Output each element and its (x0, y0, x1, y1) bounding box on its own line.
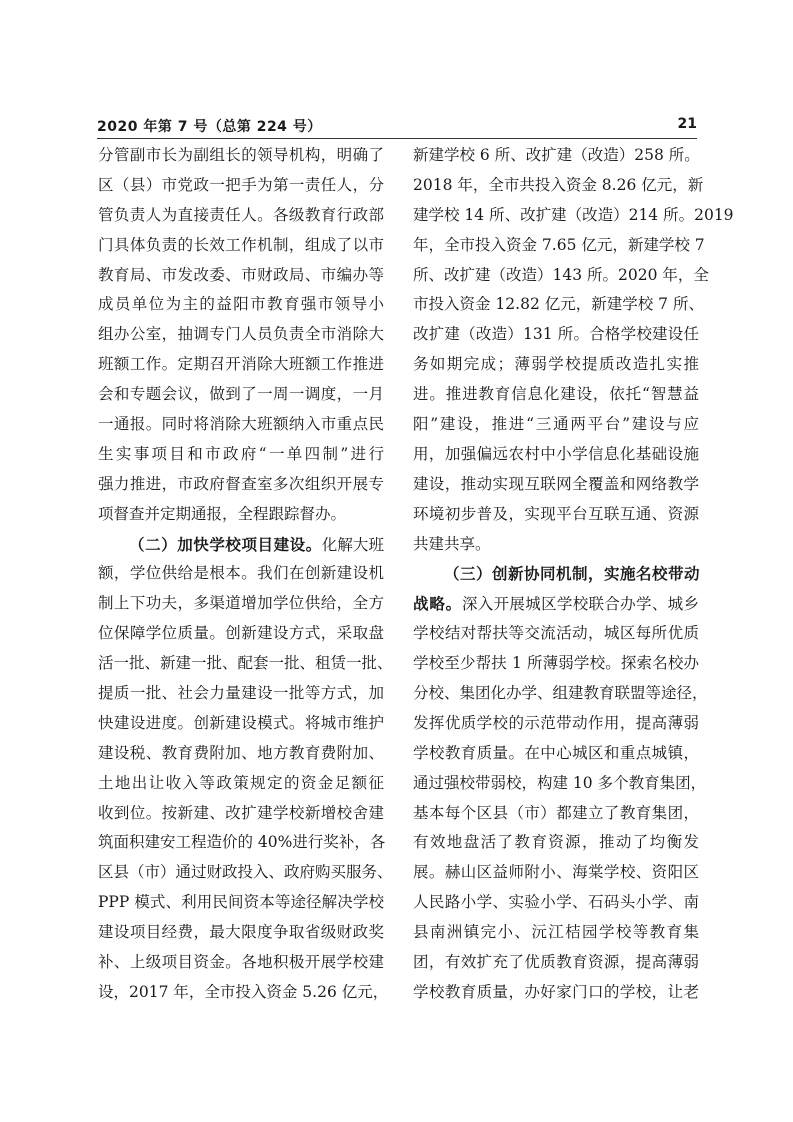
text-line: 项督查并定期通报，全程跟踪督办。 (98, 504, 347, 523)
text-line: 有效地盘活了教育资源，推动了均衡发 (413, 833, 699, 852)
text-line: 分校、集团化办学、组建教育联盟等途径， (413, 684, 708, 703)
text-line: 学校教育质量，办好家门口的学校，让老 (413, 982, 699, 1001)
text-line: 区县（市）通过财政投入、政府购买服务、 (98, 863, 393, 882)
text-line: 班额工作。定期召开消除大班额工作推进 (98, 355, 384, 374)
text-line: 收到位。按新建、改扩建学校新增校舍建 (98, 803, 384, 822)
text-line: 学校至少帮扶 1 所薄弱学校。探索名校办 (413, 654, 699, 673)
text-line: 快建设进度。创新建设模式。将城市维护 (98, 713, 384, 732)
text-line: 会和专题会议，做到了一周一调度，一月 (98, 385, 384, 404)
text-line: 门具体负责的长效工作机制，组成了以市 (98, 235, 384, 254)
text-line: 人民路小学、实验小学、石码头小学、南 (413, 893, 699, 912)
text-line: 县南洲镇完小、沅江桔园学校等教育集 (413, 923, 699, 942)
text-line: 活一批、新建一批、配套一批、租赁一批、 (98, 654, 393, 673)
text-line: 制上下功夫，多渠道增加学位供给，全方 (98, 594, 384, 613)
header-divider (97, 138, 697, 139)
text-line: 发挥优质学校的示范带动作用，提高薄弱 (413, 713, 699, 732)
text-line: 务如期完成；薄弱学校提质改造扎实推 (413, 355, 699, 374)
text-line: 建学校 14 所、改扩建（改造）214 所。2019 (413, 205, 734, 224)
section-2-heading: （二）加快学校项目建设。 (129, 534, 322, 554)
left-column (98, 141, 393, 1008)
text-line: 补、上级项目资金。各地积极开展学校建 (98, 953, 384, 972)
text-line: 市投入资金 12.82 亿元，新建学校 7 所、 (413, 295, 704, 314)
section-3-second-line (413, 589, 699, 619)
text-line: 学校结对帮扶等交流活动，城区每所优质 (413, 624, 699, 643)
text-line: 建设，推动实现互联网全覆盖和网络教学 (413, 474, 699, 493)
page-number: 21 (677, 116, 697, 132)
text-line: 生实事项目和市政府“一单四制”进行 (98, 444, 384, 463)
section-3-heading-line (413, 559, 699, 589)
text-line: 学校教育质量。在中心城区和重点城镇， (413, 743, 699, 762)
section-3-heading-end: 战略。 (413, 594, 462, 614)
section-2-first-line (98, 530, 384, 560)
text-line: 教育局、市发改委、市财政局、市编办等 (98, 265, 384, 284)
text-line: 展。赫山区益师附小、海棠学校、资阳区 (413, 863, 699, 882)
right-column (413, 141, 734, 1008)
section-3-heading: （三）创新协同机制，实施名校带动 (444, 564, 701, 584)
page-header (97, 114, 697, 136)
text-line: 设，2017 年，全市投入资金 5.26 亿元， (98, 982, 389, 1001)
issue-label: 2020 年第 7 号（总第 224 号） (97, 119, 322, 135)
text-line: 新建学校 6 所、改扩建（改造）258 所。 (413, 146, 700, 164)
text-line: PPP 模式、利用民间资本等途径解决学校 (98, 893, 384, 912)
text-line: 通过强校带弱校，构建 10 多个教育集团， (413, 773, 707, 792)
text-line: 用，加强偏远农村中小学信息化基础设施 (413, 444, 699, 463)
text-line: 一通报。同时将消除大班额纳入市重点民 (98, 415, 384, 434)
text-line: 额，学位供给是根本。我们在创新建设机 (98, 564, 384, 583)
text-line: 土地出让收入等政策规定的资金足额征 (98, 773, 384, 792)
text-line: 改扩建（改造）131 所。合格学校建设任 (413, 325, 699, 344)
text-line: 阳”建设，推进“三通两平台”建设与应 (413, 415, 699, 434)
text-line: 团，有效扩充了优质教育资源，提高薄弱 (413, 953, 699, 972)
text-line: 环境初步普及，实现平台互联互通、资源 (413, 504, 699, 523)
text-line: 区（县）市党政一把手为第一责任人，分 (98, 175, 384, 194)
section-3-first-text: 深入开展城区学校联合办学、城乡 (461, 595, 699, 614)
text-line: 建设税、教育费附加、地方教育费附加、 (98, 743, 384, 762)
text-line: 强力推进，市政府督查室多次组织开展专 (98, 474, 384, 493)
section-2-first-text: 化解大班 (321, 535, 384, 554)
text-line: 所、改扩建（改造）143 所。2020 年，全 (413, 265, 709, 284)
text-line: 组办公室，抽调专门人员负责全市消除大 (98, 325, 384, 344)
text-line: 提质一批、社会力量建设一批等方式，加 (98, 684, 384, 703)
text-line: 位保障学位质量。创新建设方式，采取盘 (98, 624, 384, 643)
text-line: 基本每个区县（市）都建立了教育集团， (413, 803, 699, 822)
text-line: 管负责人为直接责任人。各级教育行政部 (98, 205, 384, 224)
text-line: 筑面积建安工程造价的 40%进行奖补，各 (98, 833, 386, 852)
text-line: 建设项目经费，最大限度争取省级财政奖 (98, 923, 384, 942)
text-line: 共建共享。 (413, 534, 491, 553)
text-line: 进。推进教育信息化建设，依托“智慧益 (413, 385, 699, 404)
text-line: 年，全市投入资金 7.65 亿元，新建学校 7 (413, 235, 705, 254)
text-line: 2018 年，全市共投入资金 8.26 亿元，新 (413, 175, 704, 194)
text-line: 分管副市长为副组长的领导机构，明确了 (98, 146, 384, 164)
text-line: 成员单位为主的益阳市教育强市领导小 (98, 295, 384, 314)
